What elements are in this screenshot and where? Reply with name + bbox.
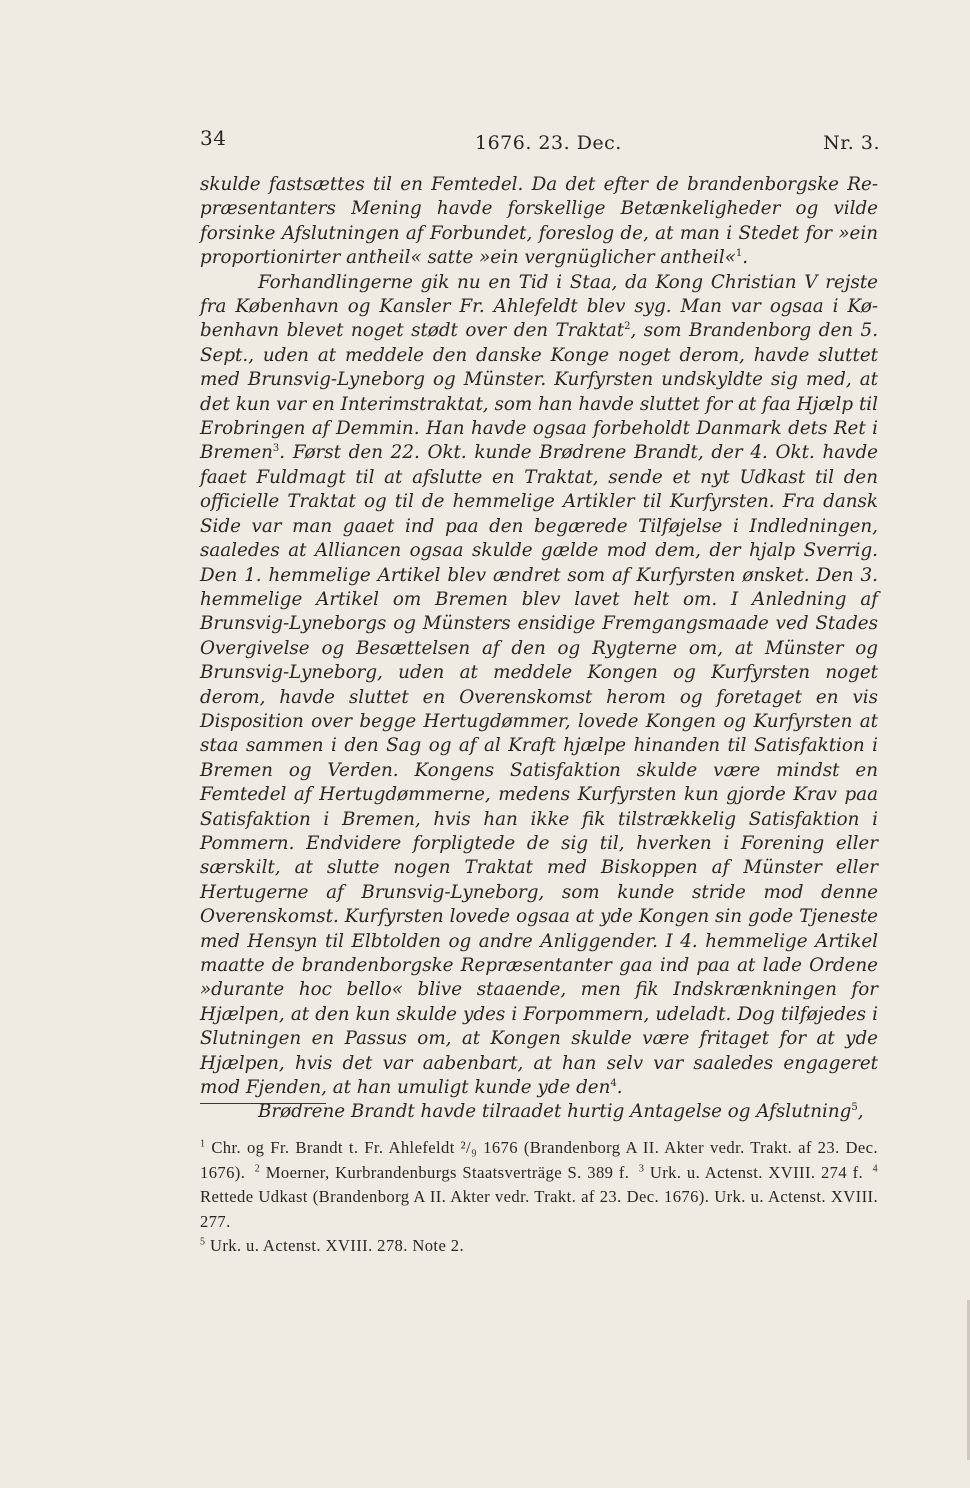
footnote-number: 4 bbox=[872, 1163, 878, 1175]
footnote-text: Moerner, Kurbrandenburgs Staatsverträge S. 389 f. bbox=[260, 1162, 635, 1182]
running-header bbox=[200, 126, 880, 160]
footnote bbox=[200, 1236, 464, 1255]
text-run: , bbox=[857, 1101, 864, 1123]
text-run: skulde fastsættes til en Femtedel. Da det efter de brandenborgske Repræsentanters Mening havde forskellige Betænkeligheder og vilde forsinke Afslutningen af Forbundet, foreslog de, at man i Stedet for »ein proportionirter antheil« satte »ein vergnüglicher antheil« bbox=[200, 174, 878, 269]
paragraph bbox=[200, 173, 878, 271]
text-run: . bbox=[742, 247, 749, 269]
footnote-number: 5 bbox=[200, 1236, 206, 1248]
header-number: Nr. 3. bbox=[823, 132, 880, 154]
footnote-marker: 1 bbox=[735, 248, 743, 260]
footnote-text: Rettede Udkast (Brandenborg A II. Akter vedr. Trakt. af 23. Dec. 1676). Urk. u. Actenst. XVIII. 277. bbox=[200, 1187, 878, 1231]
paragraph bbox=[200, 1100, 878, 1124]
header-date: 1676. 23. Dec. bbox=[475, 132, 622, 154]
text-run: . Først den 22. Okt. kunde Brødrene Brandt, der 4. Okt. havde faaet Fuldmagt til at afslutte en Traktat, sende et nyt Udkast til den officielle Traktat og til de hemmelige Artikler til Kurfyrsten. Fra dansk Side var man gaaet ind paa den begærede Tilføjelse i Indledningen, saaledes at Alliancen ogsaa skulde gælde mod dem, der hjalp Sverrig. Den 1. hemmelige Artikel blev ændret som af Kurfyrsten ønsket. Den 3. hemmelige Artikel om Bremen blev lavet helt om. I Anledning af Brunsvig-Lyneborgs og Münsters ensidige Fremgangsmaade ved Stades Overgivelse og Besættelsen af den og Rygterne om, at Münster og Brunsvig-Lyneborg, uden at meddele Kongen og Kurfyrsten noget derom, havde sluttet en Overenskomst herom og foretaget en vis Disposition over begge Hertugdømmer, lovede Kongen og Kurfyrsten at staa sammen i den Sag og af al Kraft hjælpe hinanden til Satisfaktion i Bremen og Verden. Kongens Satisfaktion skulde være mindst en Femtedel af Hertugdømmerne, medens Kurfyrsten kun gjorde Krav paa Satisfaktion i Bremen, hvis han ikke fik tilstrækkelig Satisfaktion i Pommern. Endvidere forpligtede de sig til, hverken i Forening eller særskilt, at slutte nogen Traktat med Biskoppen af Münster eller Hertugerne af Brunsvig-Lyneborg, som kunde stride mod denne Overenskomst. Kurfyrsten lovede ogsaa at yde Kongen sin gode Tjeneste med Hensyn til Elbtolden og andre Anliggender. I 4. hemmelige Artikel maatte de brandenborgske Repræsentanter gaa ind paa at lade Ordene »durante hoc bello« blive staaende, men fik Indskrænkningen for Hjælpen, at den kun skulde ydes i Forpommern, udeladt. Dog tilføjedes i Slutningen en Passus om, at Kongen skulde være fritaget for at yde Hjælpen, hvis det var aabenbart, at han selv var saaledes engageret mod Fjenden, at han umuligt kunde yde den bbox=[200, 442, 878, 1099]
main-text bbox=[200, 173, 878, 1125]
footnote-number: 3 bbox=[638, 1163, 645, 1175]
footnote-marker: 3 bbox=[272, 443, 280, 455]
footnote-number: 1 bbox=[200, 1138, 206, 1150]
footnote bbox=[639, 1163, 869, 1182]
text-run: Forhandlingerne gik nu en Tid i Staa, da Kong Christian V rejste fra København og Kansler Fr. Ahlefeldt blev syg. Man var ogsaa i København blevet noget stødt over den Traktat bbox=[200, 271, 878, 342]
page-number: 34 bbox=[200, 126, 227, 150]
footnote-marker: 4 bbox=[610, 1077, 617, 1089]
footnote-rule bbox=[200, 1103, 326, 1104]
footnote-marker: 2 bbox=[624, 321, 631, 333]
text-run: . bbox=[616, 1077, 623, 1099]
footnote bbox=[255, 1163, 635, 1182]
footnote-text: Urk. u. Actenst. XVIII. 278. Note 2. bbox=[205, 1236, 464, 1256]
paragraph bbox=[200, 271, 878, 1101]
footnotes bbox=[200, 1136, 878, 1259]
footnote-text: Chr. og Fr. Brandt t. Fr. Ahlefeldt ²/₉ 1676 (Brandenborg A II. Akter vedr. Trakt. af 23. Dec. 1676). bbox=[200, 1138, 878, 1182]
footnote-text: Urk. u. Actenst. XVIII. 274 f. bbox=[644, 1162, 869, 1182]
footnote-number: 2 bbox=[254, 1163, 261, 1175]
text-run: , som Brandenborg den 5. Sept., uden at meddele den danske Konge noget derom, havde sluttet med Brunsvig-Lyneborg og Münster. Kurfyrsten undskyldte sig med, at det kun var en Interimstraktat, som han havde sluttet for at faa Hjælp til Erobringen af Demmin. Han havde ogsaa forbeholdt Danmark dets Ret i Bremen bbox=[200, 320, 879, 464]
text-run: Brødrene Brandt havde tilraadet hurtig Antagelse og Afslutning bbox=[258, 1101, 852, 1123]
footnote-marker: 5 bbox=[851, 1102, 858, 1114]
